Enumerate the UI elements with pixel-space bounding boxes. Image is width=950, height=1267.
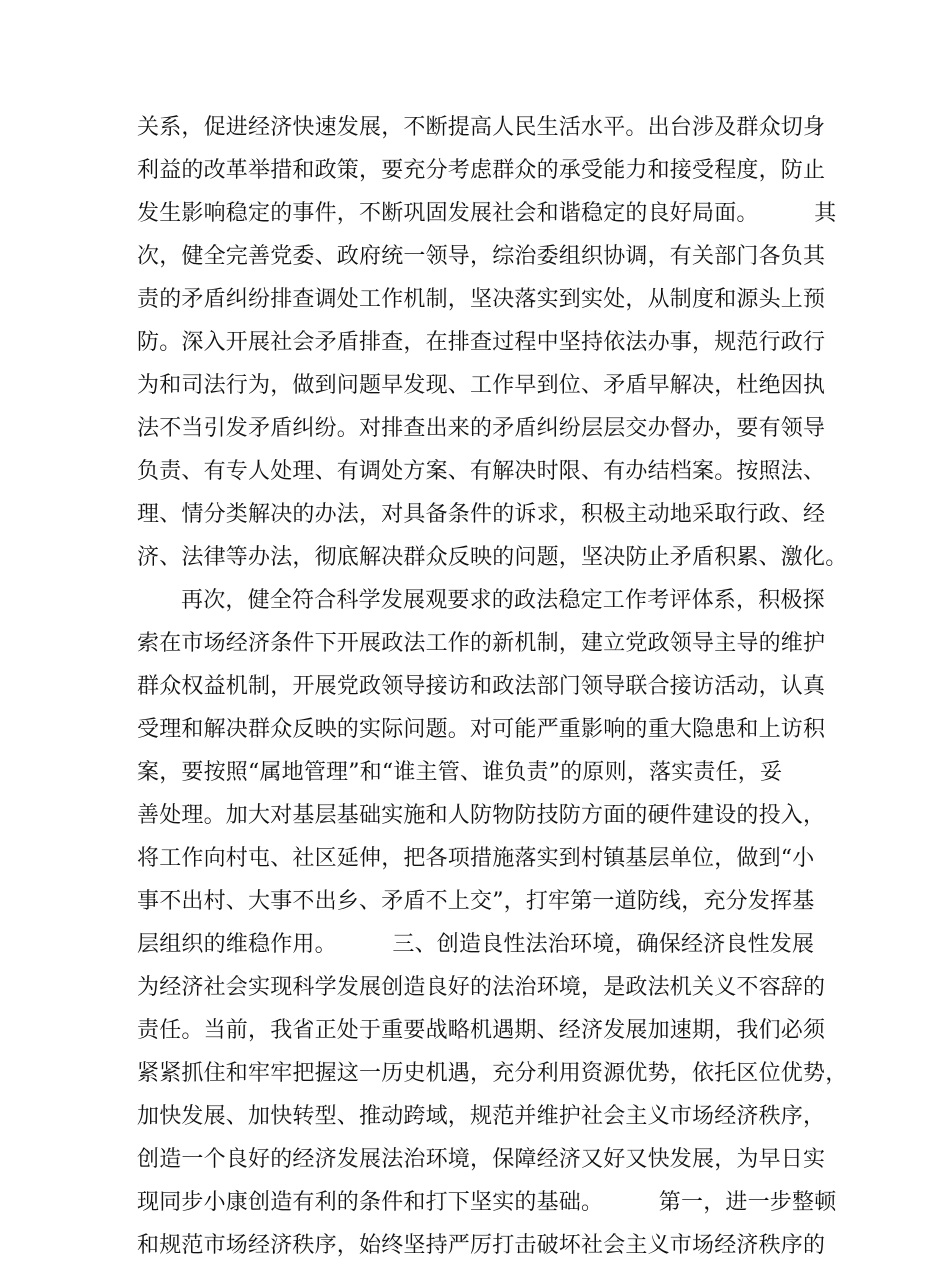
text-line: 群众权益机制，开展党政领导接访和政法部门领导联合接访活动，认真 [137,674,826,699]
body-text [137,106,848,1267]
text-line: 防。深入开展社会矛盾排查，在排查过程中坚持依法办事，规范行政行 [137,330,826,355]
text-line: 发生影响稳定的事件，不断巩固发展社会和谐稳定的良好局面。 其 [137,201,837,226]
text-line: 理、情分类解决的办法，对具备条件的诉求，积极主动地采取行政、经 [137,502,826,527]
text-line: 关系，促进经济快速发展，不断提高人民生活水平。出台涉及群众切身 [137,115,826,140]
text-line: 受理和解决群众反映的实际问题。对可能严重影响的重大隐患和上访积 [137,717,826,742]
text-line: 和规范市场经济秩序，始终坚持严厉打击破坏社会主义市场经济秩序的 [137,1233,826,1258]
text-line: 次，健全完善党委、政府统一领导，综治委组织协调，有关部门各负其 [137,244,826,269]
text-line: 利益的改革举措和政策，要充分考虑群众的承受能力和接受程度，防止 [137,158,826,183]
text-line: 法不当引发矛盾纠纷。对排查出来的矛盾纠纷层层交办督办，要有领导 [137,416,826,441]
text-line: 善处理。加大对基层基础实施和人防物防技防方面的硬件建设的投入， [137,803,826,828]
text-line: 将工作向村屯、社区延伸，把各项措施落实到村镇基层单位，做到“小 [137,846,815,871]
text-line: 负责、有专人处理、有调处方案、有解决时限、有办结档案。按照法、 [137,459,826,484]
text-line: 责任。当前，我省正处于重要战略机遇期、经济发展加速期，我们必须 [137,1018,826,1043]
text-line: 案，要按照“属地管理”和“谁主管、谁负责”的原则，落实责任，妥 [137,760,783,785]
paragraph-first-line: 再次，健全符合科学发展观要求的政法稳定工作考评体系，积极探 [181,588,825,613]
text-line: 加快发展、加快转型、推动跨域，规范并维护社会主义市场经济秩序， [137,1104,826,1129]
text-line: 创造一个良好的经济发展法治环境，保障经济又好又快发展，为早日实 [137,1147,826,1172]
text-line: 为经济社会实现科学发展创造良好的法治环境，是政法机关义不容辞的 [137,975,826,1000]
text-line: 索在市场经济条件下开展政法工作的新机制，建立党政领导主导的维护 [137,631,826,656]
text-line: 层组织的维稳作用。 三、创造良性法治环境，确保经济良性发展 [137,932,815,957]
text-line: 现同步小康创造有利的条件和打下坚实的基础。 第一，进一步整顿 [137,1190,837,1215]
text-line: 责的矛盾纠纷排查调处工作机制，坚决落实到实处，从制度和源头上预 [137,287,826,312]
text-line: 事不出村、大事不出乡、矛盾不上交”，打牢第一道防线，充分发挥基 [137,889,815,914]
text-line: 济、法律等办法，彻底解决群众反映的问题，坚决防止矛盾积累、激化。 [137,545,848,570]
text-line: 为和司法行为，做到问题早发现、工作早到位、矛盾早解决，杜绝因执 [137,373,826,398]
text-line: 紧紧抓住和牢牢把握这一历史机遇，充分利用资源优势，依托区位优势， [137,1061,848,1086]
